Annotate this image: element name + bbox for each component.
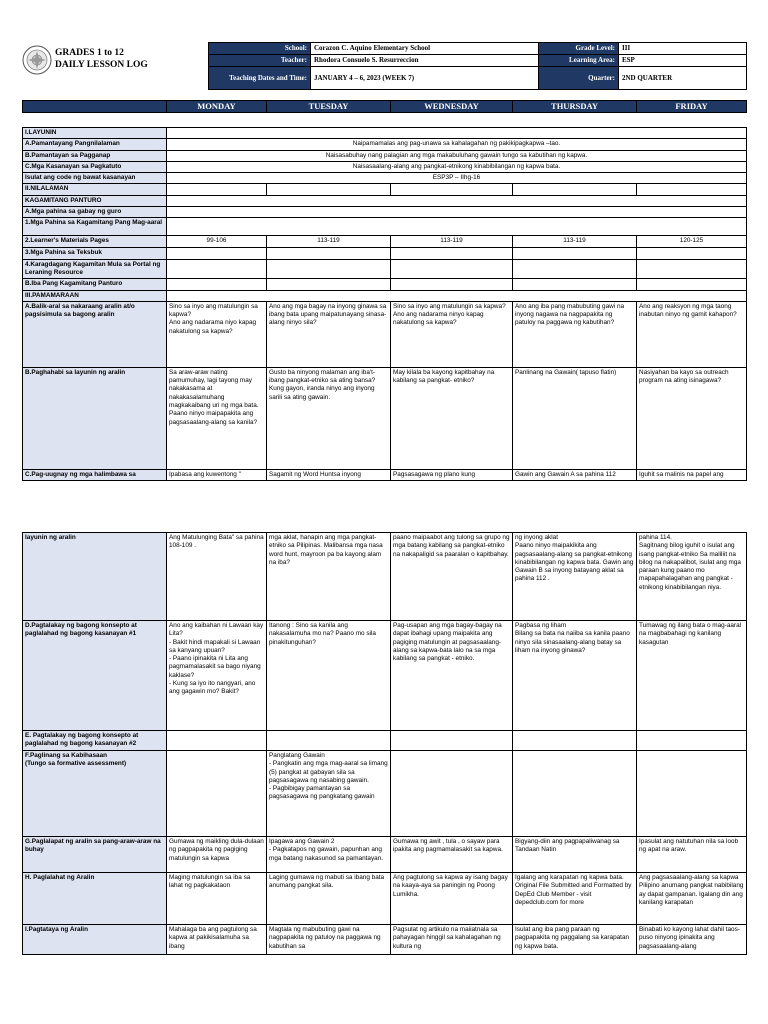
cell	[167, 248, 267, 259]
day-friday: FRIDAY	[637, 101, 747, 113]
row-label-paglinang: F.Paglinang sa Kabihasaan (Tungo sa formative assessment)	[23, 751, 167, 837]
paghahabi-tuesday: Gusto ba ninyong malaman ang iba't-ibang pangkat-etniko sa ating bansa? Kung gayon, iranda ninyo ang inyong sarili sa ating gawain.	[267, 367, 391, 469]
paglalahat-wednesday: Ang pagtulong sa kapwa ay isang bagay na kaaya-aya sa paningin ng Poong Lumikha.	[391, 873, 513, 925]
cell	[167, 195, 747, 206]
dates-value: JANUARY 4 – 6, 2023 (WEEK 7)	[311, 67, 539, 90]
day-wednesday: WEDNESDAY	[391, 101, 513, 113]
pamantayang-pangnilalaman-value: Naipamamalas ang pag-unawa sa kahalagahan ng pakikipagkapwa –tao.	[167, 139, 747, 150]
pag-uugnay-tuesday: Sagamit ng Word Huntsa inyong	[267, 469, 391, 480]
pag-uugnay-monday: Ipabasa ang kuwentong "	[167, 469, 267, 480]
cell	[167, 207, 747, 218]
pagtataya-friday: Binabati ko kayong lahat dahil taos-puso ninyong ipinakita ang pagsasaalang-alang	[637, 925, 747, 955]
cell	[267, 259, 391, 279]
quarter-label: Quarter:	[539, 67, 619, 90]
paghahabi-friday: Nasiyahan ba kayo sa outreach program na ating isinagawa?	[637, 367, 747, 469]
cell	[391, 184, 513, 195]
row-label-karagdagang-kagamitan: 4.Karagdagang Kagamitan Mula sa Portal ng Leraning Resource	[23, 259, 167, 279]
paglinang-thursday	[513, 751, 637, 837]
lm-thursday: 113-119	[513, 236, 637, 248]
pagtalakay-1-monday: Ano ang kaibahan ni Lawaan kay Lita? - Bakit hindi mapakali si Lawaan sa kanyang upuan? - Paano ipinakita ni Lita ang pagmamalasakit sa bago niyang kaklase? - Kung sa iyo ito nangyari, ano ang gagawin mo? Bakit?	[167, 621, 267, 731]
pagtalakay-1-tuesday: Itanong : Sino sa kanila ang nakasalamuha mo na? Paano mo sila pinakitunguhan?	[267, 621, 391, 731]
paglalahat-thursday: Igalang ang karapatan ng kapwa bata. Original File Submitted and Formatted by DepEd Club Member - visit depedclub.com for more	[513, 873, 637, 925]
day-tuesday: TUESDAY	[267, 101, 391, 113]
teacher-label: Teacher:	[209, 55, 311, 67]
header-info-table	[208, 42, 747, 90]
deped-seal	[22, 45, 52, 75]
lesson-log-table-page2	[22, 532, 747, 955]
row-label-paglalahat: H. Paglalahat ng Aralin	[23, 873, 167, 925]
school-label: School:	[209, 43, 311, 55]
row-label-teksbuk: 3.Mga Pahina sa Teksbuk	[23, 248, 167, 259]
pag-uugnay-thursday: Gawin ang Gawain A sa pahina 112	[513, 469, 637, 480]
cell	[637, 248, 747, 259]
row-label-iba-pang-kagamitan: B.Iba Pang Kagamitang Panturo	[23, 279, 167, 290]
layunin-blank	[167, 128, 747, 139]
cell	[167, 290, 747, 301]
area-value: ESP	[619, 55, 747, 67]
paglinang-tuesday: Panglatang Gawain - Pangkatin ang mga mag-aaral sa limang (5) pangkat at gabayan sila sa pagsasagawa ng nasabing gawain. - Pagbibigay pamantayan sa pagsasagawa ng pangkatang gawain	[267, 751, 391, 837]
row-label-kasanayan: C.Mga Kasanayan sa Pagkatuto	[23, 161, 167, 172]
pagtataya-tuesday: Magtala ng mabubuting gawi na nagpapakita ng patuloy na paggawa ng kabutihan sa	[267, 925, 391, 955]
row-label-pamantayan-pagganap: B.Pamantayan sa Pagganap	[23, 150, 167, 161]
paglalapat-friday: Ipasulat ang natutuhan nila sa loob ng apat na araw.	[637, 837, 747, 873]
row-label-kagamitang-pang-mag-aaral: 1.Mga Pahina sa Kagamitang Pang Mag-aaral	[23, 218, 167, 236]
balik-aral-thursday: Ano ang iba pang mabubuting gawi na inyong nagawa na nagpapakita ng patuloy na paggawa ng kabutihan?	[513, 301, 637, 367]
form-title	[55, 47, 148, 71]
cell	[167, 259, 267, 279]
pag-uugnay-cont-wednesday: paano maipaabot ang tulong sa grupo ng mga batang kabilang sa pangkat-etniko na nakapaligid sa paaralan o kapitbahay.	[391, 533, 513, 621]
pag-uugnay-friday: Iguhit sa malinis na papel ang	[637, 469, 747, 480]
lm-friday: 120-125	[637, 236, 747, 248]
balik-aral-friday: Ano ang reaksyon ng mga taong inabutan ninyo ng gamit kahapon?	[637, 301, 747, 367]
cell	[513, 279, 637, 290]
pag-uugnay-cont-thursday: ng inyong aklat Paano ninyo maipakikita ang pagsasaalang-alang sa pangkat-etnikong kinabibilangan ng kapwa bata. Gawin ang Gawain B sa inyong batayang aklat sa pahina 112 .	[513, 533, 637, 621]
lesson-log-table-page1	[22, 127, 747, 481]
balik-aral-wednesday: Sino sa inyo ang matulungin sa kapwa? Ano ang nadarama ninyo kapag nakatulong sa kapwa?	[391, 301, 513, 367]
quarter-value: 2ND QUARTER	[619, 67, 747, 90]
paglalahat-friday: Ang pagsasaalang-alang sa kapwa Pilipino anumang pangkat nabibilang ay dapat gampanan. Igalang din ang kanilang karapatan	[637, 873, 747, 925]
row-label-pagtalakay-1: D.Pagtalakay ng bagong konsepto at paglalahad ng bagong kasanayan #1	[23, 621, 167, 731]
paglalapat-tuesday: Ipagawa ang Gawain 2 - Pagkatapos ng gawain, papunhan ang mga batang nakasunod sa pamantayan.	[267, 837, 391, 873]
lm-monday: 99-106	[167, 236, 267, 248]
pag-uugnay-cont-monday: Ang Matulunging Bata" sa pahina 108-109 .	[167, 533, 267, 621]
cell	[167, 731, 267, 751]
grade-label: Grade Level:	[539, 43, 619, 55]
row-label-balik-aral: A.Balik-aral sa nakaraang aralin at/o pagsisimula sa bagong aralin	[23, 301, 167, 367]
paglalapat-thursday: Bigyang-diin ang pagpapaliwanag sa Tandaan Natin	[513, 837, 637, 873]
cell	[513, 248, 637, 259]
kasanayan-value: Naisasaalang-alang ang pangkat-etnikong kinabibilangan ng kapwa bata.	[167, 161, 747, 172]
paglinang-friday	[637, 751, 747, 837]
section-kagamitan: KAGAMITANG PANTURO	[23, 195, 167, 206]
row-label-pag-uugnay: C.Pag-uugnay ng mga halimbawa sa	[23, 469, 167, 480]
lm-tuesday: 113-119	[267, 236, 391, 248]
row-label-pagtalakay-2: E. Pagtalakay ng bagong konsepto at paglalahad ng bagong kasanayan #2	[23, 731, 167, 751]
cell	[391, 731, 513, 751]
code-value: ESP3P – IIhg-16	[167, 173, 747, 184]
title-line2: DAILY LESSON LOG	[55, 60, 148, 70]
row-label-learners-materials: 2.Learner's Materials Pages	[23, 236, 167, 248]
cell	[267, 184, 391, 195]
cell	[167, 218, 747, 236]
balik-aral-monday: Sino sa inyo ang matulungin sa kapwa? Ano ang nadarama niyo kapag nakatulong sa kapwa?	[167, 301, 267, 367]
paglalapat-monday: Gumawa ng maikling dula-dulaan ng pagpapakita ng pagiging matulungin sa kapwa	[167, 837, 267, 873]
pagtalakay-1-wednesday: Pag-usapan ang mga bagay-bagay na dapat ibahagi upang maipakita ang pagiging matulungin at pagsasaalang-alang sa kapwa-bata lalo na sa mga kabilang sa pangkat - etniko.	[391, 621, 513, 731]
row-label-gabay-guro: A.Mga pahina sa gabay ng guro	[23, 207, 167, 218]
cell	[167, 184, 267, 195]
cell	[513, 184, 637, 195]
pagtataya-thursday: Isulat ang iba pang paraan ng pagpapakita ng paggalang sa karapatan ng kapwa bata.	[513, 925, 637, 955]
day-thursday: THURSDAY	[513, 101, 637, 113]
paghahabi-thursday: Panlinang na Gawain( tapuso flatin)	[513, 367, 637, 469]
cell	[513, 259, 637, 279]
row-label-pagtataya: I.Pagtataya ng Aralin	[23, 925, 167, 955]
pagtataya-wednesday: Pagsulat ng artikulo na maiiatnala sa pahayagan hinggil sa kahalagahan ng kultura ng	[391, 925, 513, 955]
pagtalakay-1-thursday: Pagbasa ng liham Bilang sa bata na naiiba sa kanila paano ninyo sila sinasaalang-alang batay sa liham na inyong ginawa?	[513, 621, 637, 731]
paglinang-wednesday	[391, 751, 513, 837]
day-header-row	[22, 100, 747, 113]
cell	[267, 731, 391, 751]
paghahabi-wednesday: May kilala ba kayong kapitbahay na kabilang sa pangkat- etniko?	[391, 367, 513, 469]
cell	[391, 279, 513, 290]
cell	[637, 731, 747, 751]
row-label-paglalapat: G.Paglalapat ng aralin sa pang-araw-araw na buhay	[23, 837, 167, 873]
cell	[637, 279, 747, 290]
pagtalakay-1-friday: Tumawag ng ilang bata o mag-aaral na magbabahagi ng kanilang kasagutan	[637, 621, 747, 731]
lm-wednesday: 113-119	[391, 236, 513, 248]
cell	[513, 731, 637, 751]
cell	[167, 279, 267, 290]
area-label: Learning Area:	[539, 55, 619, 67]
cell	[637, 184, 747, 195]
cell	[391, 248, 513, 259]
row-label-paghahabi: B.Paghahabi sa layunin ng aralin	[23, 367, 167, 469]
row-label-pamantayang-pangnilalaman: A.Pamantayang Pangnilalaman	[23, 139, 167, 150]
section-layunin: I.LAYUNIN	[23, 128, 167, 139]
paglinang-monday	[167, 751, 267, 837]
pag-uugnay-wednesday: Pagsasagawa ng plano kung	[391, 469, 513, 480]
grade-value: III	[619, 43, 747, 55]
cell	[391, 259, 513, 279]
balik-aral-tuesday: Ano ang mga bagay na inyong ginawa sa ibang bata upang maipatunayang sinasa-alang ninyo sila?	[267, 301, 391, 367]
cell	[267, 279, 391, 290]
day-monday: MONDAY	[167, 101, 267, 113]
pag-uugnay-cont-friday: pahina 114. Sagitnang bilog iguhit o isulat ang isang pangkat-etniko Sa maliliit na bilog na nakapalibot, isulat ang mga paraan kung paano mo mapapahalagahan ang pangkat - etnikong kinabibilangan niya.	[637, 533, 747, 621]
pag-uugnay-cont-tuesday: mga aklat, hanapin ang mga pangkat-etniko sa Pilipinas. Malibansa mga nasa word hunt, mayroon pa ba kayong alam na iba?	[267, 533, 391, 621]
cell	[267, 248, 391, 259]
teacher-value: Rhodora Consuelo S. Resurreccion	[311, 55, 539, 67]
paglalahat-monday: Maging matulungin sa iba sa lahat ng pagkakataon	[167, 873, 267, 925]
section-pamamaraan: III.PAMAMARAAN	[23, 290, 167, 301]
paghahabi-monday: Sa araw-araw nating pamumuhay, lagi tayong may nakakasama at nakakasalamuhang magkakaibang uri ng mga bata. Paano ninyo maipapakita ang pagsasaalang-alang sa kanila?	[167, 367, 267, 469]
paglalapat-wednesday: Gumawa ng awit , tula , o sayaw para ipakita ang pagmamalasakit sa kapwa.	[391, 837, 513, 873]
cell	[637, 259, 747, 279]
pamantayan-pagganap-value: Naisasabuhay nang palagian ang mga makabuluhang gawain tungo sa kabutihan ng kapwa.	[167, 150, 747, 161]
section-nilalaman: II.NILALAMAN	[23, 184, 167, 195]
school-value: Corazon C. Aquino Elementary School	[311, 43, 539, 55]
pagtataya-monday: Mahalaga ba ang pagtulong sa kapwa at pakikisalamuha sa ibang	[167, 925, 267, 955]
day-header-blank	[23, 101, 167, 113]
paglalahat-tuesday: Laging gumawa ng mabuti sa ibang bata anumang pangkat sila.	[267, 873, 391, 925]
row-label-code: Isulat ang code ng bawat kasanayan	[23, 173, 167, 184]
title-line1: GRADES 1 to 12	[55, 48, 124, 58]
dates-label: Teaching Dates and Time:	[209, 67, 311, 90]
row-label-pag-uugnay-cont: layunin ng aralin	[23, 533, 167, 621]
